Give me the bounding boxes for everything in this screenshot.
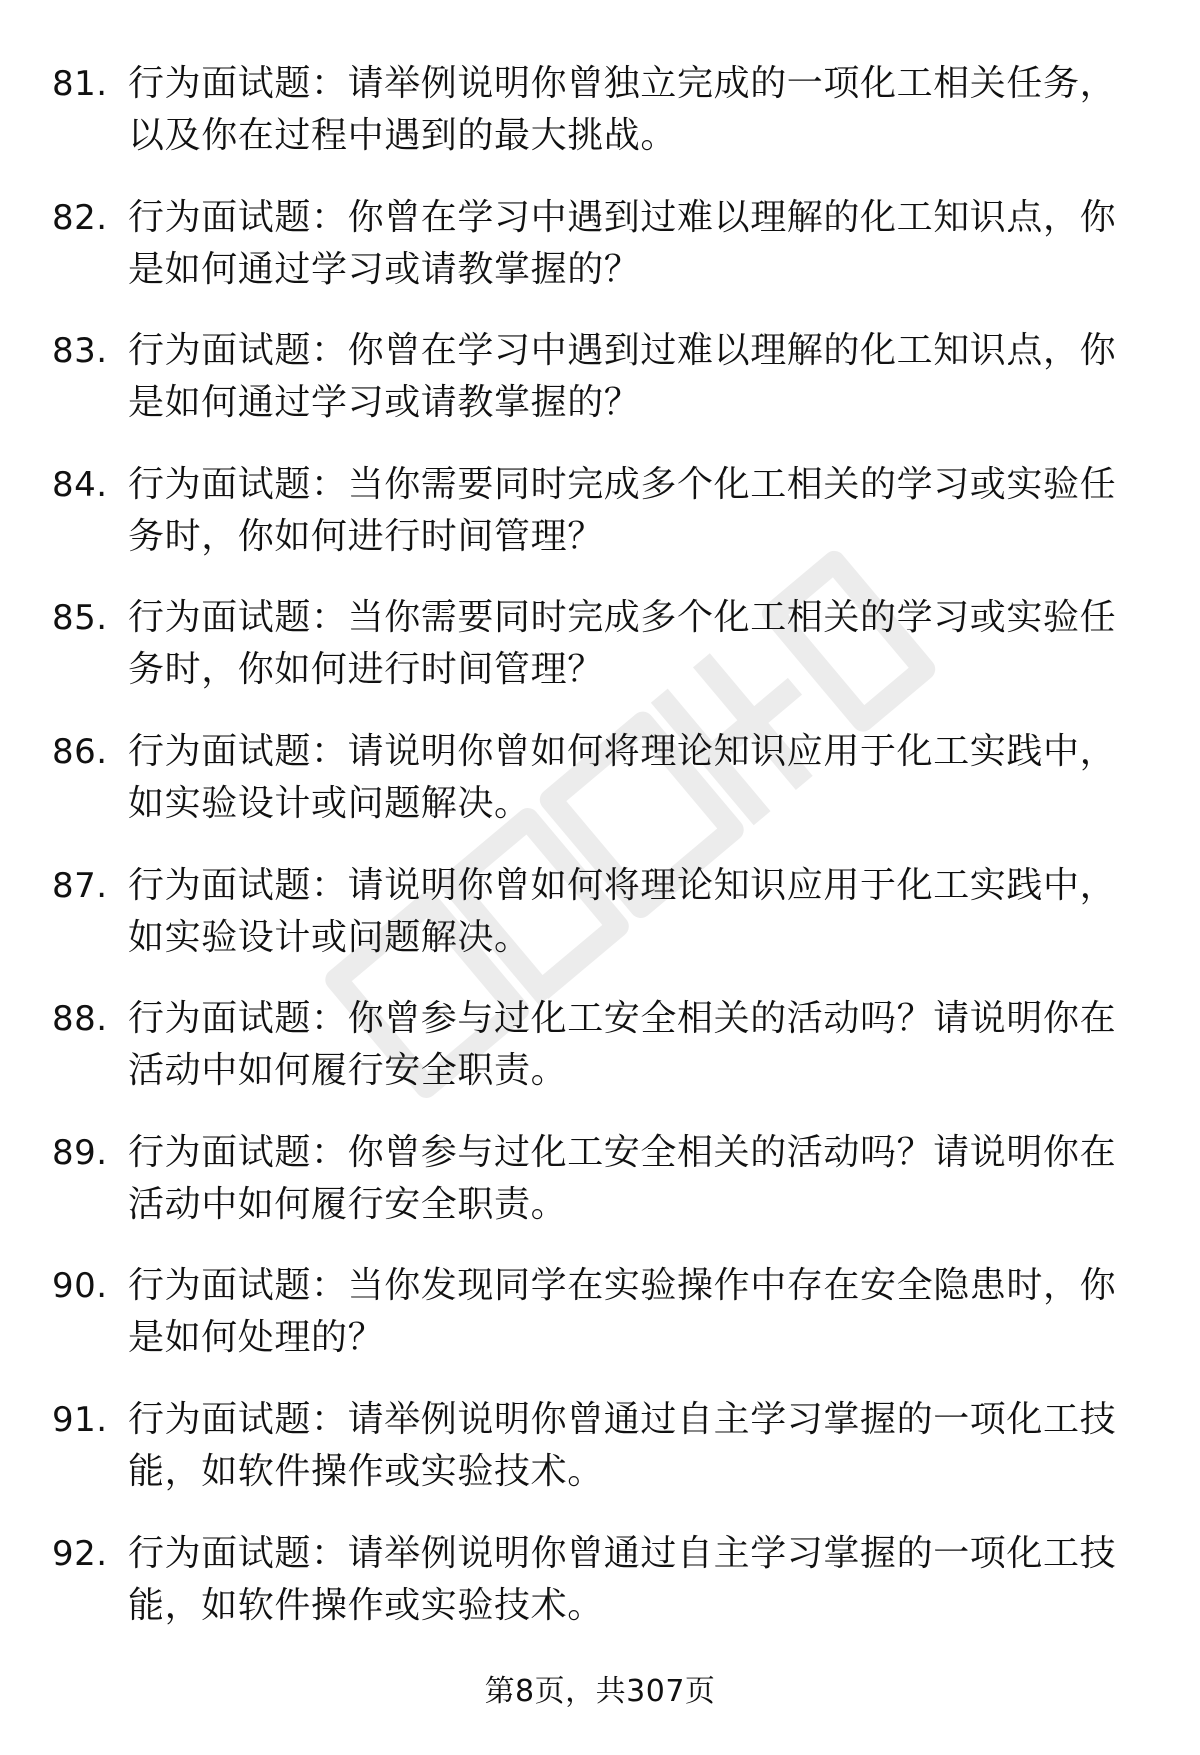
question-text: 行为面试题：请举例说明你曾通过自主学习掌握的一项化工技能，如软件操作或实验技术。 <box>128 1398 1117 1492</box>
question-text: 行为面试题：当你需要同时完成多个化工相关的学习或实验任务时，你如何进行时间管理？ <box>128 463 1117 557</box>
question-number: 84. <box>52 464 108 505</box>
question-text: 行为面试题：你曾参与过化工安全相关的活动吗？请说明你在活动中如何履行安全职责。 <box>128 1131 1117 1225</box>
question-item <box>0 720 1200 854</box>
question-item <box>0 453 1200 587</box>
question-item <box>0 987 1200 1121</box>
question-number: 82. <box>52 197 108 238</box>
question-item <box>0 1388 1200 1522</box>
question-text: 行为面试题：你曾在学习中遇到过难以理解的化工知识点，你是如何通过学习或请教掌握的？ <box>128 330 1117 424</box>
question-number: 81. <box>52 64 108 104</box>
question-number: 83. <box>52 331 108 372</box>
page-footer: 第8页，共307页 <box>484 1674 716 1709</box>
question-item <box>0 1522 1200 1656</box>
question-list <box>0 52 1200 1655</box>
question-item <box>0 186 1200 320</box>
question-number: 86. <box>52 731 108 772</box>
question-item <box>0 854 1200 988</box>
question-text: 行为面试题：请说明你曾如何将理论知识应用于化工实践中，如实验设计或问题解决。 <box>128 864 1117 958</box>
question-item <box>0 586 1200 720</box>
question-number: 90. <box>52 1266 108 1307</box>
question-item <box>0 52 1200 186</box>
question-text: 行为面试题：当你发现同学在实验操作中存在安全隐患时，你是如何处理的？ <box>128 1265 1117 1359</box>
question-text: 行为面试题：请说明你曾如何将理论知识应用于化工实践中，如实验设计或问题解决。 <box>128 730 1117 824</box>
question-number: 88. <box>52 999 108 1040</box>
question-text: 行为面试题：请举例说明你曾独立完成的一项化工相关任务，以及你在过程中遇到的最大挑战。 <box>128 63 1117 156</box>
question-item <box>0 1121 1200 1255</box>
question-item <box>0 1254 1200 1388</box>
question-text: 行为面试题：当你需要同时完成多个化工相关的学习或实验任务时，你如何进行时间管理？ <box>128 597 1117 691</box>
question-number: 91. <box>52 1399 108 1440</box>
question-item <box>0 319 1200 453</box>
question-number: 89. <box>52 1132 108 1173</box>
question-text: 行为面试题：你曾在学习中遇到过难以理解的化工知识点，你是如何通过学习或请教掌握的？ <box>128 196 1117 290</box>
question-number: 85. <box>52 598 108 639</box>
question-number: 92. <box>52 1533 108 1574</box>
question-text: 行为面试题：你曾参与过化工安全相关的活动吗？请说明你在活动中如何履行安全职责。 <box>128 998 1117 1092</box>
question-number: 87. <box>52 865 108 906</box>
question-text: 行为面试题：请举例说明你曾通过自主学习掌握的一项化工技能，如软件操作或实验技术。 <box>128 1532 1117 1626</box>
